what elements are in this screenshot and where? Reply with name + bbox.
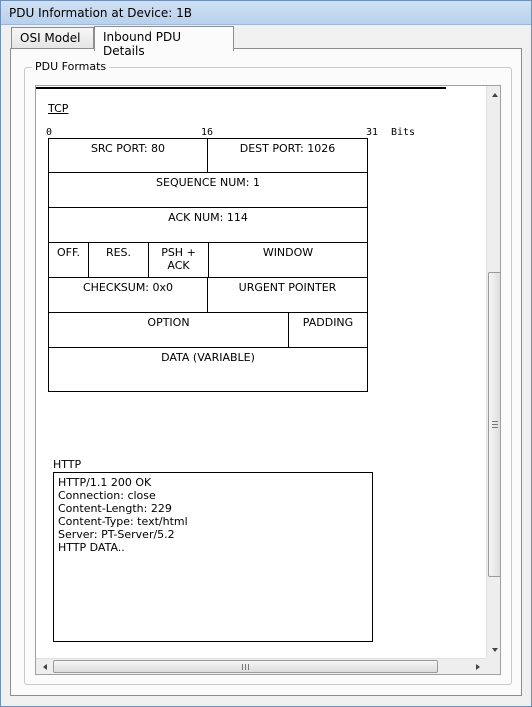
bit-label-start: 0 — [46, 127, 53, 138]
tcp-offset-cell — [48, 242, 89, 278]
tcp-section-title: TCP — [48, 102, 69, 115]
tab-osi-model-label: OSI Model — [20, 31, 81, 45]
scroll-up-button[interactable] — [487, 86, 501, 103]
tcp-urgent-pointer-cell — [207, 277, 368, 313]
scrollbar-corner — [486, 658, 501, 674]
http-line: HTTP/1.1 200 OK — [58, 476, 152, 489]
bit-label-mid: 16 — [201, 127, 214, 138]
tab-osi-model[interactable] — [11, 27, 94, 50]
tcp-flags-line2: ACK — [167, 259, 190, 272]
tcp-padding: PADDING — [302, 316, 354, 329]
tab-inbound-pdu-details[interactable] — [94, 26, 234, 58]
pdu-formats-content — [36, 86, 486, 658]
http-line: Server: PT-Server/5.2 — [58, 528, 175, 541]
vertical-scrollbar[interactable] — [486, 86, 501, 658]
grip-icon — [242, 664, 249, 670]
http-line: Content-Length: 229 — [58, 502, 172, 515]
inbound-pdu-details-panel — [10, 48, 522, 696]
scroll-down-button[interactable] — [487, 641, 501, 658]
tcp-padding-cell — [288, 312, 368, 348]
http-line: Content-Type: text/html — [58, 515, 188, 528]
tcp-urgent-pointer: URGENT POINTER — [238, 281, 337, 294]
tcp-src-port: SRC PORT: 80 — [90, 142, 166, 155]
tcp-checksum: CHECKSUM: 0x0 — [82, 281, 174, 294]
tcp-data-cell — [48, 347, 368, 392]
tcp-flags-line1: PSH + — [161, 246, 196, 259]
tcp-window: WINDOW — [262, 246, 314, 259]
http-line: Connection: close — [58, 489, 156, 502]
vertical-scroll-thumb[interactable] — [488, 272, 501, 577]
window-title: PDU Information at Device: 1B — [9, 6, 192, 20]
tcp-option: OPTION — [147, 316, 190, 329]
tcp-flags-cell — [148, 242, 209, 278]
tcp-window-cell — [208, 242, 368, 278]
scroll-right-button[interactable] — [469, 659, 486, 675]
tcp-dest-port: DEST PORT: 1026 — [239, 142, 336, 155]
http-line: HTTP DATA.. — [58, 541, 125, 554]
tcp-src-port-cell — [48, 138, 208, 173]
tcp-sequence-num: SEQUENCE NUM: 1 — [156, 176, 260, 189]
http-section-title: HTTP — [53, 458, 82, 471]
bit-label-end: 31 — [366, 127, 379, 138]
tcp-ack-num-cell — [48, 207, 368, 243]
tcp-option-cell — [48, 312, 289, 348]
tab-inbound-pdu-details-label: Inbound PDU Details — [103, 30, 182, 58]
tcp-dest-port-cell — [207, 138, 368, 173]
bit-label-unit: Bits — [391, 127, 416, 138]
scroll-left-button[interactable] — [36, 659, 53, 675]
tcp-data: DATA (VARIABLE) — [161, 351, 255, 364]
chevron-down-icon — [492, 648, 498, 652]
tcp-offset: OFF. — [56, 246, 81, 259]
http-content-box — [53, 472, 373, 642]
tcp-ack-num: ACK NUM: 114 — [168, 211, 248, 224]
pdu-formats-group — [24, 60, 512, 685]
tcp-reserved: RES. — [105, 246, 132, 259]
pdu-formats-label: PDU Formats — [32, 60, 109, 73]
tcp-reserved-cell — [88, 242, 149, 278]
tcp-checksum-cell — [48, 277, 208, 313]
chevron-right-icon — [476, 664, 480, 670]
pdu-formats-scroll-pane[interactable] — [35, 85, 501, 675]
previous-section-bottom-border — [36, 86, 446, 89]
grip-icon — [492, 421, 498, 428]
tcp-sequence-num-cell — [48, 172, 368, 208]
horizontal-scroll-thumb[interactable] — [53, 660, 438, 673]
title-bar[interactable] — [1, 1, 531, 25]
chevron-up-icon — [492, 93, 498, 97]
chevron-left-icon — [43, 664, 47, 670]
horizontal-scrollbar[interactable] — [36, 658, 486, 674]
